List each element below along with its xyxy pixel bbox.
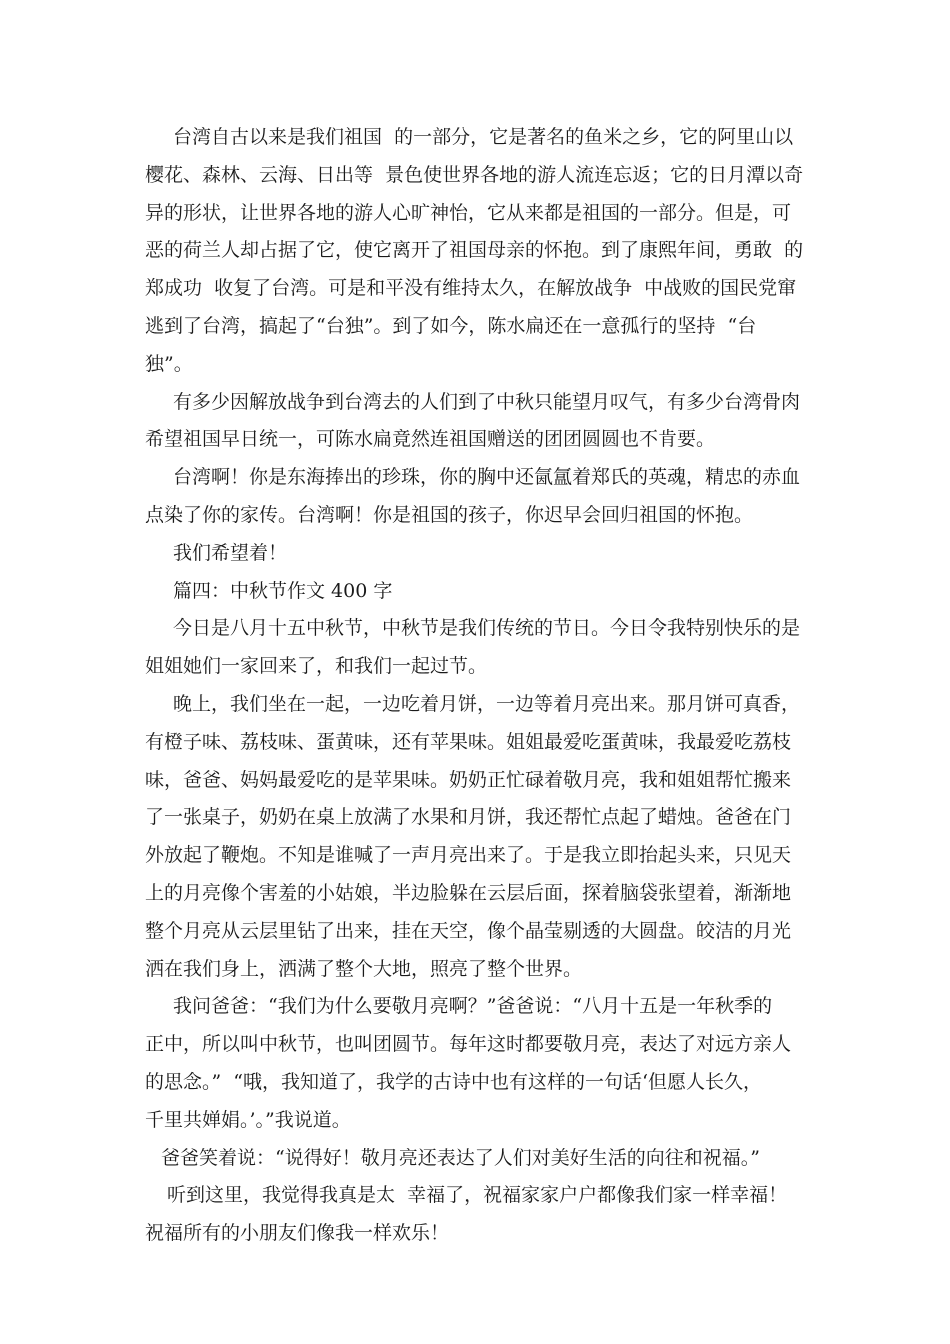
paragraph-line: 希望祖国早日统一，可陈水扁竟然连祖国赠送的团团圆圆也不肯要。	[145, 428, 716, 451]
paragraph-line: 有橙子味、荔枝味、蛋黄味，还有苹果味。姐姐最爱吃蛋黄味，我最爱吃荔枝	[145, 730, 792, 753]
article-body	[145, 119, 815, 1253]
paragraph-line: 千里共婵娟。’。”我说道。	[145, 1108, 351, 1131]
paragraph-line: 逃到了台湾，搞起了“台独”。到了如今，陈水扁还在一意孤行的坚持 “台	[145, 314, 757, 337]
paragraph-line: 正中，所以叫中秋节，也叫团圆节。每年这时都要敬月亮，表达了对远方亲人	[145, 1033, 792, 1056]
paragraph-line: 我问爸爸：“我们为什么要敬月亮啊？”爸爸说：“八月十五是一年秋季的	[173, 995, 773, 1018]
paragraph-line: 郑成功 收复了台湾。可是和平没有维持太久，在解放战争 中战败的国民党窜	[145, 277, 797, 300]
paragraph-line: 点染了你的家传。台湾啊！你是祖国的孩子，你迟早会回归祖国的怀抱。	[145, 503, 754, 526]
paragraph-line: 味，爸爸、妈妈最爱吃的是苹果味。奶奶正忙碌着敬月亮，我和姐姐帮忙搬来	[145, 768, 792, 791]
paragraph-line: 我们希望着！	[173, 541, 288, 564]
paragraph-line: 上的月亮像个害羞的小姑娘，半边脸躲在云层后面，探着脑袋张望着，渐渐地	[145, 881, 792, 904]
paragraph-line: 恶的荷兰人却占据了它，使它离开了祖国母亲的怀抱。到了康熙年间，勇敢 的	[145, 239, 804, 262]
paragraph-line: 整个月亮从云层里钻了出来，挂在天空，像个晶莹剔透的大圆盘。皎洁的月光	[145, 919, 792, 942]
paragraph-line: 台湾自古以来是我们祖国 的一部分，它是著名的鱼米之乡，它的阿里山以	[173, 126, 794, 148]
paragraph-line: 有多少因解放战争到台湾去的人们到了中秋只能望月叹气，有多少台湾骨肉	[173, 390, 801, 413]
paragraph-line: 姐姐她们一家回来了，和我们一起过节。	[145, 655, 488, 678]
paragraph-line: 晚上，我们坐在一起，一边吃着月饼，一边等着月亮出来。那月饼可真香，	[173, 692, 801, 715]
paragraph-line: 爸爸笑着说：“说得好！敬月亮还表达了人们对美好生活的向往和祝福。”	[161, 1146, 760, 1169]
section-heading: 篇四：中秋节作文 400 字	[173, 579, 393, 602]
paragraph-line: 樱花、森林、云海、日出等 景色使世界各地的游人流连忘返；它的日月潭以奇	[145, 163, 804, 186]
paragraph-line: 洒在我们身上，洒满了整个大地，照亮了整个世界。	[145, 957, 583, 980]
paragraph-line: 了一张桌子，奶奶在桌上放满了水果和月饼，我还帮忙点起了蜡烛。爸爸在门	[145, 806, 792, 829]
paragraph-line: 祝福所有的小朋友们像我一样欢乐！	[145, 1222, 450, 1245]
paragraph-line: 今日是八月十五中秋节，中秋节是我们传统的节日。今日令我特别快乐的是	[173, 617, 801, 640]
paragraph-line: 台湾啊！你是东海捧出的珍珠，你的胸中还氤氲着郑氏的英魂，精忠的赤血	[173, 466, 801, 489]
paragraph-line: 独”。	[145, 352, 193, 375]
paragraph-line: 异的形状，让世界各地的游人心旷神怡，它从来都是祖国的一部分。但是，可	[145, 201, 792, 224]
paragraph-line: 外放起了鞭炮。不知是谁喊了一声月亮出来了。于是我立即抬起头来，只见天	[145, 844, 792, 867]
paragraph-line: 的思念。” “哦，我知道了，我学的古诗中也有这样的一句话‘但愿人长久，	[145, 1070, 763, 1093]
paragraph-line: 听到这里，我觉得我真是太 幸福了，祝福家家户户都像我们家一样幸福！	[167, 1184, 788, 1207]
